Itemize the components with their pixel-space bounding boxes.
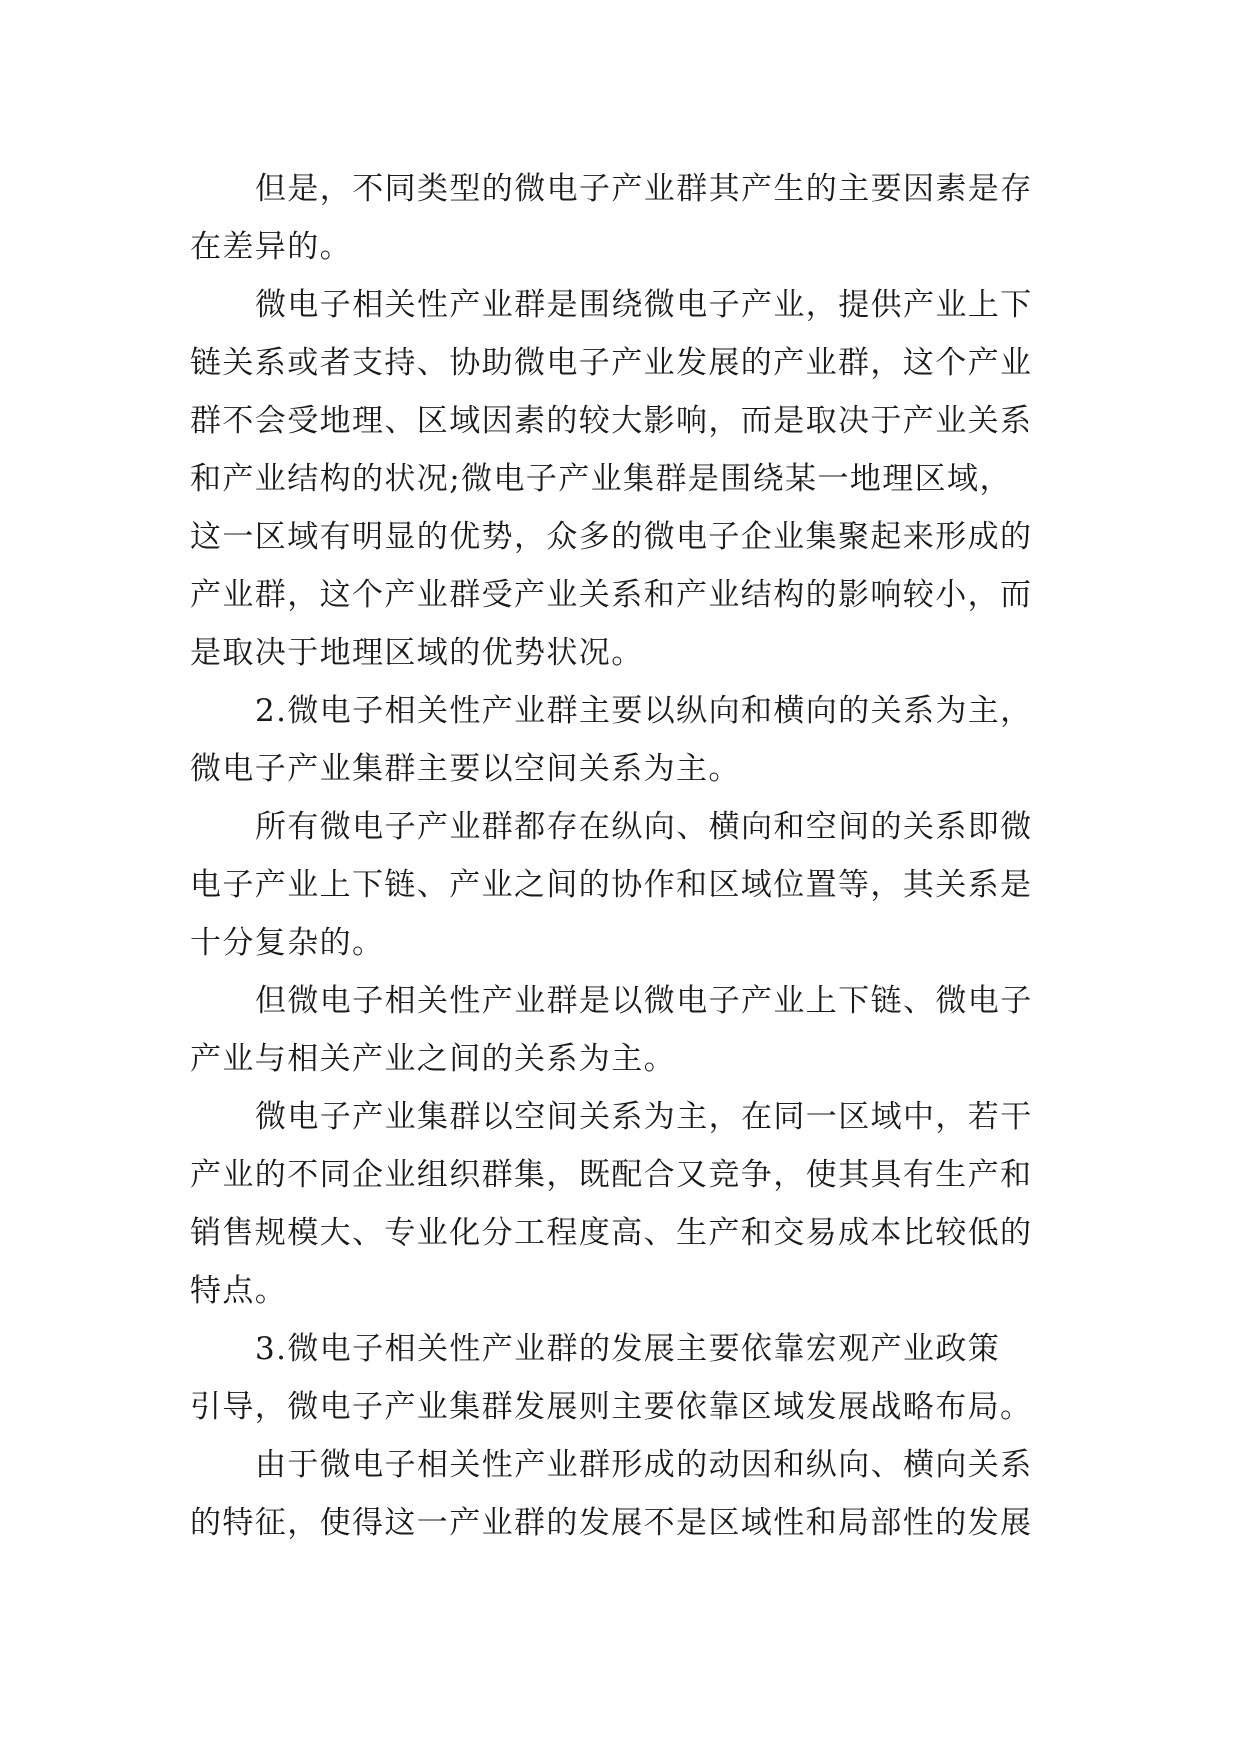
text-line: 微电子产业集群以空间关系为主，在同一区域中，若干	[255, 1099, 1033, 1135]
text-line: 电子产业上下链、产业之间的协作和区域位置等，其关系是	[190, 867, 1033, 903]
text-line: 在差异的。	[190, 229, 352, 265]
text-line: 微电子相关性产业群是围绕微电子产业，提供产业上下	[255, 287, 1033, 323]
paragraph-3	[190, 682, 1050, 798]
text-line: 的特征，使得这一产业群的发展不是区域性和局部性的发展	[190, 1505, 1033, 1541]
text-line: 由于微电子相关性产业群形成的动因和纵向、横向关系	[255, 1447, 1033, 1483]
text-line: 微电子产业集群主要以空间关系为主。	[190, 751, 741, 787]
paragraph-5	[190, 972, 1050, 1088]
text-line: 所有微电子产业群都存在纵向、横向和空间的关系即微	[255, 809, 1033, 845]
text-line: 和产业结构的状况;微电子产业集群是围绕某一地理区域，	[190, 461, 1012, 497]
body-text	[190, 160, 1050, 1552]
paragraph-4	[190, 798, 1050, 972]
text-line: 但微电子相关性产业群是以微电子产业上下链、微电子	[255, 983, 1033, 1019]
text-line: 引导，微电子产业集群发展则主要依靠区域发展战略布局。	[190, 1389, 1033, 1425]
text-line: 群不会受地理、区域因素的较大影响，而是取决于产业关系	[190, 403, 1033, 439]
text-line: 产业群，这个产业群受产业关系和产业结构的影响较小，而	[190, 577, 1033, 613]
paragraph-6	[190, 1088, 1050, 1320]
text-line: 销售规模大、专业化分工程度高、生产和交易成本比较低的	[190, 1215, 1033, 1251]
paragraph-8	[190, 1436, 1050, 1552]
paragraph-7	[190, 1320, 1050, 1436]
text-line: 是取决于地理区域的优势状况。	[190, 635, 644, 671]
text-line: 3.微电子相关性产业群的发展主要依靠宏观产业政策	[255, 1331, 1001, 1367]
text-line: 2.微电子相关性产业群主要以纵向和横向的关系为主，	[255, 693, 1033, 729]
text-line: 但是，不同类型的微电子产业群其产生的主要因素是存	[255, 171, 1033, 207]
paragraph-1	[190, 160, 1050, 276]
text-line: 这一区域有明显的优势，众多的微电子企业集聚起来形成的	[190, 519, 1033, 555]
text-line: 产业的不同企业组织群集，既配合又竞争，使其具有生产和	[190, 1157, 1033, 1193]
paragraph-2	[190, 276, 1050, 682]
text-line: 特点。	[190, 1273, 288, 1309]
text-line: 产业与相关产业之间的关系为主。	[190, 1041, 676, 1077]
text-line: 链关系或者支持、协助微电子产业发展的产业群，这个产业	[190, 345, 1033, 381]
text-line: 十分复杂的。	[190, 925, 385, 961]
